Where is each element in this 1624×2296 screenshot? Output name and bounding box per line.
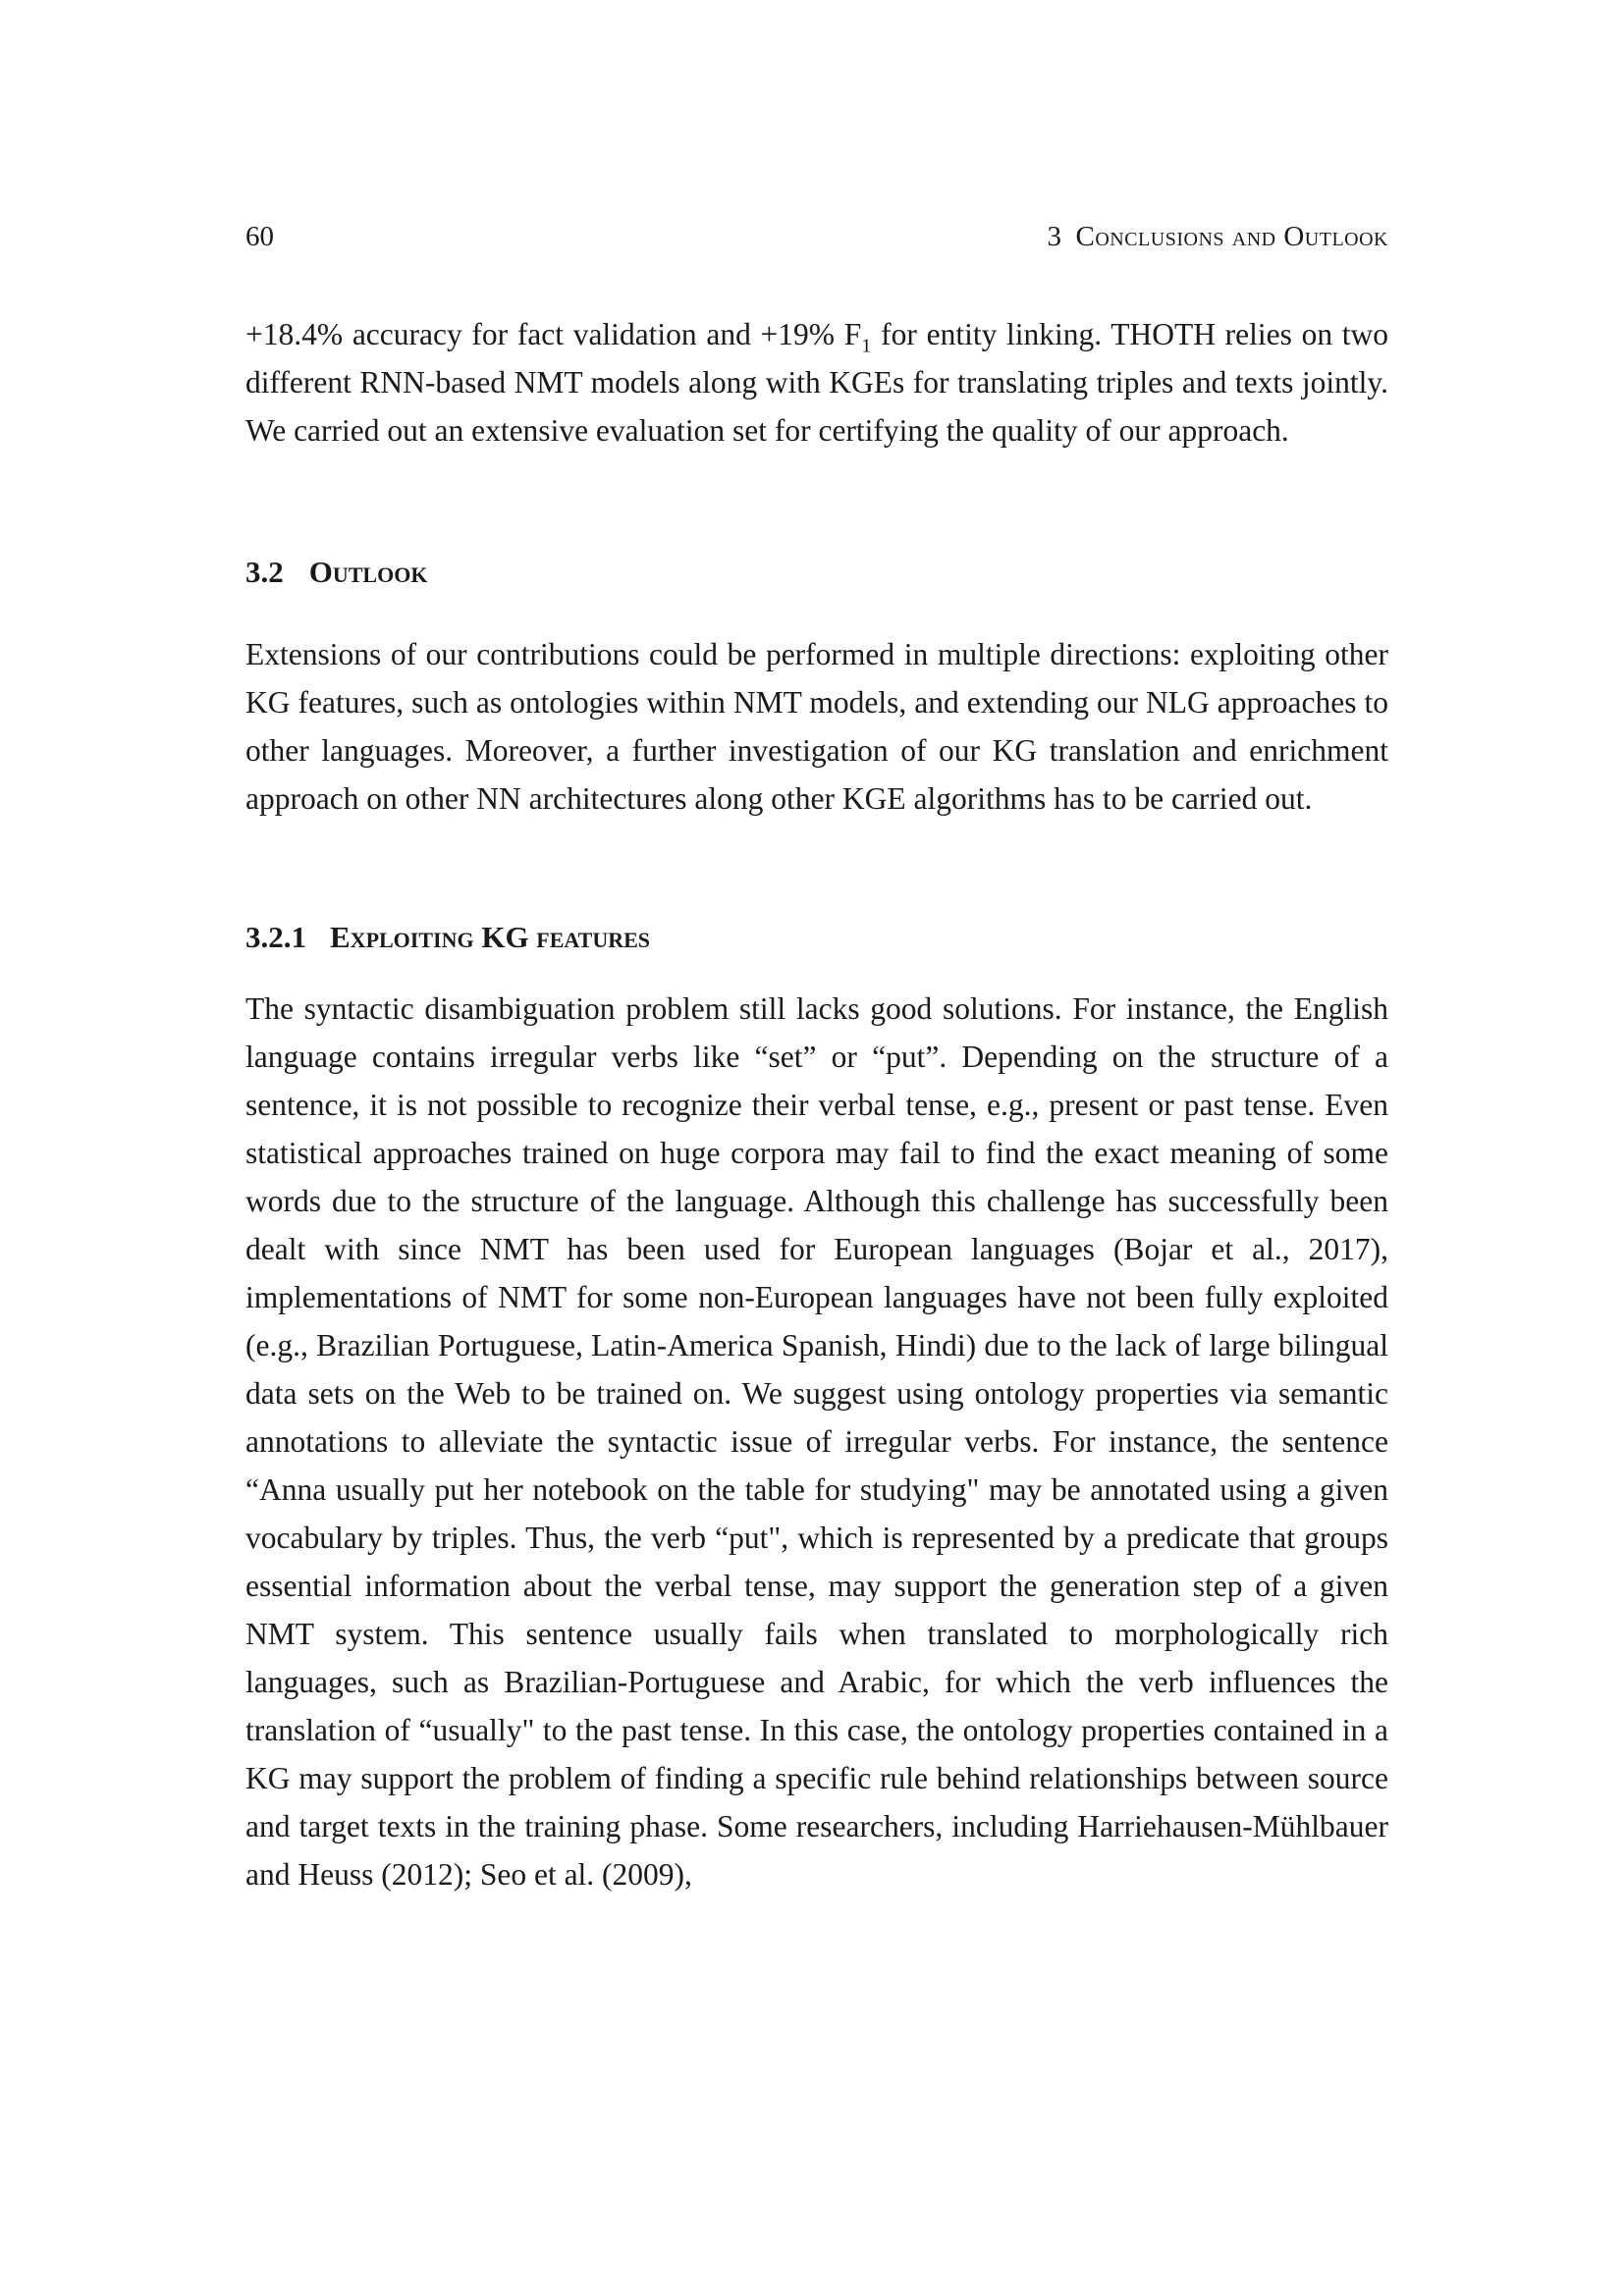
section-title: Outlook bbox=[308, 555, 428, 589]
subsection-paragraph: The syntactic disambiguation problem still lacks good solutions. For instance, the English language contains irregular verbs like “set” or “put”. Depending on the structure of a sentence, it is not possible to recognize their verbal tense, e.g., present or past tense. Even statistical approaches trained on huge corpora may fail to find the exact meaning of some words due to the structure of the language. Although this challenge has successfully been dealt with since NMT has been used for European languages (Bojar et al., 2017), implementations of NMT for some non-European languages have not been fully exploited (e.g., Brazilian Portuguese, Latin-America Spanish, Hindi) due to the lack of large bilingual data sets on the Web to be trained on. We suggest using ontology properties via semantic annotations to alleviate the syntactic issue of irregular verbs. For instance, the sentence “Anna usually put her notebook on the table for studying" may be annotated using a given vocabulary by triples. Thus, the verb “put", which is represented by a predicate that groups essential information about the verbal tense, may support the generation step of a given NMT system. This sentence usually fails when translated to morphologically rich languages, such as Brazilian-Portuguese and Arabic, for which the verb influences the translation of “usually" to the past tense. In this case, the ontology properties contained in a KG may support the problem of finding a specific rule behind relationships between source and target texts in the training phase. Some researchers, including Harriehausen-Mühlbauer and Heuss (2012); Seo et al. (2009), bbox=[245, 991, 1388, 1892]
subsection-heading bbox=[245, 918, 650, 957]
running-header bbox=[245, 218, 1388, 255]
section-paragraph: Extensions of our contributions could be performed in multiple directions: exploiting other KG features, such as ontologies within NMT models, and extending our NLG approaches to other languages. Moreover, a further investigation of our KG translation and enrichment approach on other NN architectures along other KGE algorithms has to be carried out. bbox=[245, 637, 1388, 816]
subsection-number: 3.2.1 bbox=[245, 920, 306, 954]
page-number: 60 bbox=[245, 221, 274, 252]
running-chapter-title bbox=[1047, 218, 1388, 255]
section-heading bbox=[245, 553, 427, 592]
intro-paragraph bbox=[245, 310, 1388, 454]
subsection-title: Exploiting KG features bbox=[330, 920, 651, 954]
f1-subscript: 1 bbox=[861, 335, 872, 357]
section-number: 3.2 bbox=[245, 555, 284, 589]
intro-paragraph-part1: +18.4% accuracy for fact validation and +19% F bbox=[245, 317, 862, 351]
intro-paragraph-part2: for entity linking. THOTH relies on two different RNN-based NMT models along with KGEs for translating triples and texts jointly. We carried out an extensive evaluation set for certifying the quality of our approach. bbox=[245, 317, 1389, 448]
running-chapter-number: 3 bbox=[1047, 221, 1062, 252]
running-chapter-text: Conclusions and Outlook bbox=[1075, 221, 1388, 252]
